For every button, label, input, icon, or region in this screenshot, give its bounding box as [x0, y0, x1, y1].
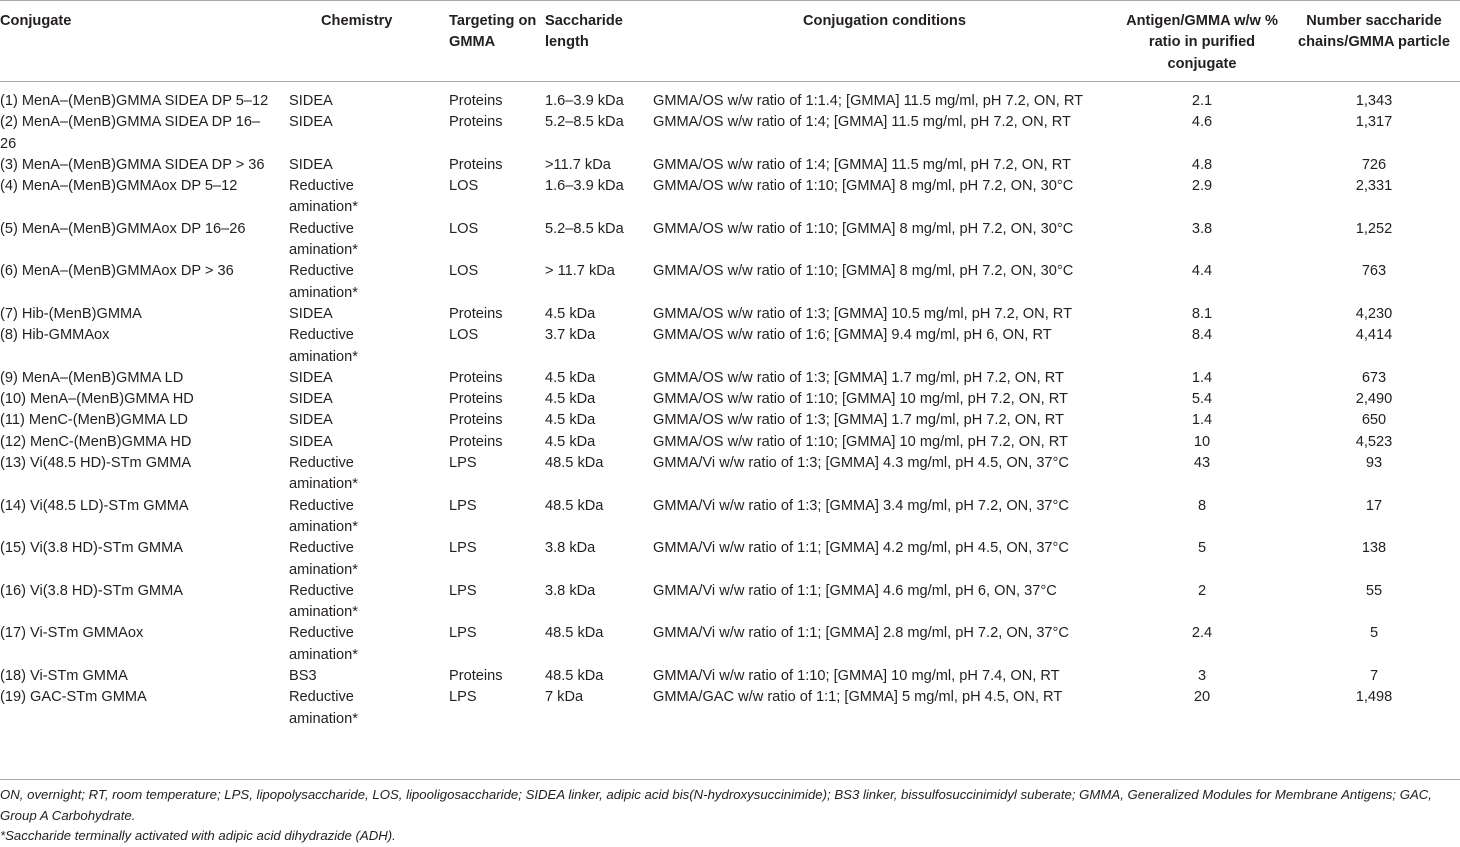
cell-saccharide-chains: 1,252 — [1355, 220, 1393, 237]
cell-saccharide-chains: 4,523 — [1355, 433, 1393, 450]
cell-chemistry: SIDEA — [289, 114, 333, 131]
table-row — [0, 176, 1460, 219]
header-conjugation-conditions: Conjugation conditions — [803, 13, 966, 29]
cell-antigen-ratio: 3.8 — [1191, 220, 1213, 237]
table-row — [0, 687, 1460, 730]
table-row — [0, 389, 1460, 410]
cell-targeting: Proteins — [449, 156, 503, 173]
cell-saccharide-length: 4.5 kDa — [545, 433, 596, 450]
cell-conditions: GMMA/OS w/w ratio of 1:3; [GMMA] 1.7 mg/ml, pH 7.2, ON, RT — [653, 412, 1064, 429]
cell-chemistry: Reductive amination* — [289, 582, 358, 621]
cell-conjugate: (16) Vi(3.8 HD)-STm GMMA — [0, 582, 183, 599]
table-row — [0, 432, 1460, 453]
table-row — [0, 496, 1460, 539]
cell-saccharide-chains: 2,331 — [1355, 178, 1393, 195]
cell-conjugate: (1) MenA–(MenB)GMMA SIDEA DP 5–12 — [0, 93, 269, 109]
cell-saccharide-length: 4.5 kDa — [545, 305, 596, 322]
cell-saccharide-length: >11.7 kDa — [545, 156, 611, 173]
cell-conjugate: (7) Hib-(MenB)GMMA — [0, 305, 142, 322]
table-row — [0, 623, 1460, 666]
cell-conjugate: (11) MenC-(MenB)GMMA LD — [0, 412, 188, 429]
cell-conjugate: (13) Vi(48.5 HD)-STm GMMA — [0, 455, 192, 472]
cell-chemistry: Reductive amination* — [289, 689, 358, 727]
cell-saccharide-chains: 1,498 — [1355, 689, 1393, 706]
cell-saccharide-chains: 4,414 — [1355, 327, 1393, 344]
cell-saccharide-length: 7 kDa — [545, 689, 584, 706]
cell-targeting: Proteins — [449, 433, 503, 450]
cell-conditions: GMMA/OS w/w ratio of 1:10; [GMMA] 8 mg/ml, pH 7.2, ON, 30°C — [653, 178, 1074, 195]
cell-targeting: Proteins — [449, 412, 503, 429]
cell-targeting: Proteins — [449, 305, 503, 322]
cell-targeting: LOS — [449, 263, 479, 280]
header-targeting: Targeting on GMMA — [449, 13, 537, 51]
cell-antigen-ratio: 2.1 — [1191, 93, 1213, 109]
cell-chemistry: Reductive amination* — [289, 263, 358, 301]
cell-targeting: LPS — [449, 689, 477, 706]
cell-conjugate: (5) MenA–(MenB)GMMAox DP 16–26 — [0, 220, 246, 237]
cell-saccharide-length: 5.2–8.5 kDa — [545, 114, 624, 131]
cell-targeting: Proteins — [449, 93, 503, 109]
cell-antigen-ratio: 1.4 — [1191, 369, 1213, 386]
cell-chemistry: SIDEA — [289, 305, 333, 322]
cell-chemistry: Reductive amination* — [289, 455, 358, 493]
cell-saccharide-chains: 5 — [1369, 625, 1379, 642]
cell-saccharide-length: 48.5 kDa — [545, 668, 604, 685]
cell-saccharide-length: 1.6–3.9 kDa — [545, 178, 624, 195]
cell-saccharide-chains: 93 — [1365, 455, 1383, 472]
cell-conjugate: (2) MenA–(MenB)GMMA SIDEA DP 16–26 — [0, 114, 261, 152]
cell-saccharide-length: 3.8 kDa — [545, 582, 596, 599]
cell-antigen-ratio: 8.1 — [1191, 305, 1213, 322]
cell-saccharide-chains: 55 — [1365, 582, 1383, 599]
cell-conditions: GMMA/OS w/w ratio of 1:10; [GMMA] 10 mg/ml, pH 7.2, ON, RT — [653, 391, 1068, 408]
cell-conditions: GMMA/OS w/w ratio of 1:10; [GMMA] 10 mg/ml, pH 7.2, ON, RT — [653, 433, 1068, 450]
cell-antigen-ratio: 3 — [1197, 668, 1207, 685]
cell-conjugate: (19) GAC-STm GMMA — [0, 689, 147, 706]
cell-antigen-ratio: 43 — [1193, 455, 1211, 472]
cell-antigen-ratio: 4.8 — [1191, 156, 1213, 173]
cell-saccharide-chains: 650 — [1361, 412, 1387, 429]
cell-targeting: LPS — [449, 540, 477, 557]
cell-conditions: GMMA/Vi w/w ratio of 1:10; [GMMA] 10 mg/ml, pH 7.4, ON, RT — [653, 668, 1060, 685]
header-antigen-ratio: Antigen/GMMA w/w % ratio in purified conjugate — [1126, 13, 1278, 72]
header-chemistry: Chemistry — [321, 13, 393, 29]
table-row — [0, 155, 1460, 176]
cell-antigen-ratio: 4.4 — [1191, 263, 1213, 280]
cell-chemistry: Reductive amination* — [289, 540, 358, 578]
table-row — [0, 304, 1460, 325]
cell-saccharide-chains: 673 — [1361, 369, 1387, 386]
cell-chemistry: Reductive amination* — [289, 178, 358, 216]
cell-antigen-ratio: 20 — [1193, 689, 1211, 706]
cell-saccharide-length: 48.5 kDa — [545, 497, 604, 514]
cell-saccharide-chains: 2,490 — [1355, 391, 1393, 408]
cell-conditions: GMMA/OS w/w ratio of 1:10; [GMMA] 8 mg/ml, pH 7.2, ON, 30°C — [653, 220, 1074, 237]
cell-conjugate: (6) MenA–(MenB)GMMAox DP > 36 — [0, 263, 234, 280]
cell-conditions: GMMA/Vi w/w ratio of 1:1; [GMMA] 4.6 mg/ml, pH 6, ON, 37°C — [653, 582, 1057, 599]
cell-conjugate: (15) Vi(3.8 HD)-STm GMMA — [0, 540, 183, 557]
cell-targeting: LOS — [449, 178, 479, 195]
cell-antigen-ratio: 2.4 — [1191, 625, 1213, 642]
cell-saccharide-chains: 726 — [1361, 156, 1387, 173]
cell-conditions: GMMA/OS w/w ratio of 1:4; [GMMA] 11.5 mg/ml, pH 7.2, ON, RT — [653, 114, 1071, 131]
cell-targeting: LOS — [449, 220, 479, 237]
table-row — [0, 325, 1460, 368]
cell-conjugate: (18) Vi-STm GMMA — [0, 668, 128, 685]
cell-saccharide-chains: 4,230 — [1355, 305, 1393, 322]
cell-targeting: LPS — [449, 455, 477, 472]
cell-chemistry: Reductive amination* — [289, 497, 358, 535]
cell-conditions: GMMA/Vi w/w ratio of 1:3; [GMMA] 4.3 mg/ml, pH 4.5, ON, 37°C — [653, 455, 1069, 472]
cell-saccharide-length: 4.5 kDa — [545, 391, 596, 408]
cell-conditions: GMMA/Vi w/w ratio of 1:3; [GMMA] 3.4 mg/ml, pH 7.2, ON, 37°C — [653, 497, 1069, 514]
cell-chemistry: SIDEA — [289, 391, 333, 408]
cell-conjugate: (8) Hib-GMMAox — [0, 327, 110, 344]
cell-targeting: LPS — [449, 625, 477, 642]
cell-saccharide-chains: 138 — [1361, 540, 1387, 557]
cell-saccharide-length: 5.2–8.5 kDa — [545, 220, 624, 237]
bottom-rule — [0, 779, 1460, 780]
cell-saccharide-chains: 1,343 — [1355, 93, 1393, 109]
table-row — [0, 219, 1460, 262]
cell-saccharide-chains: 763 — [1361, 263, 1387, 280]
cell-chemistry: SIDEA — [289, 412, 333, 429]
cell-conjugate: (4) MenA–(MenB)GMMAox DP 5–12 — [0, 178, 238, 195]
table-row — [0, 666, 1460, 687]
cell-conditions: GMMA/OS w/w ratio of 1:6; [GMMA] 9.4 mg/ml, pH 6, ON, RT — [653, 327, 1052, 344]
cell-conditions: GMMA/OS w/w ratio of 1:1.4; [GMMA] 11.5 mg/ml, pH 7.2, ON, RT — [653, 93, 1084, 109]
cell-antigen-ratio: 10 — [1193, 433, 1211, 450]
cell-saccharide-length: > 11.7 kDa — [545, 263, 615, 280]
header-row — [0, 0, 1460, 81]
cell-conditions: GMMA/Vi w/w ratio of 1:1; [GMMA] 4.2 mg/ml, pH 4.5, ON, 37°C — [653, 540, 1069, 557]
table-row — [0, 81, 1460, 112]
cell-saccharide-chains: 17 — [1365, 497, 1383, 514]
cell-conditions: GMMA/Vi w/w ratio of 1:1; [GMMA] 2.8 mg/ml, pH 7.2, ON, 37°C — [653, 625, 1069, 642]
cell-chemistry: SIDEA — [289, 93, 333, 109]
cell-conjugate: (9) MenA–(MenB)GMMA LD — [0, 369, 184, 386]
footnote-asterisk: *Saccharide terminally activated with adipic acid dihydrazide (ADH). — [0, 828, 396, 843]
table-row — [0, 261, 1460, 304]
cell-targeting: Proteins — [449, 391, 503, 408]
cell-chemistry: SIDEA — [289, 156, 333, 173]
cell-saccharide-length: 4.5 kDa — [545, 369, 596, 386]
table-row — [0, 453, 1460, 496]
cell-targeting: Proteins — [449, 369, 503, 386]
cell-chemistry: BS3 — [289, 668, 317, 685]
cell-chemistry: Reductive amination* — [289, 625, 358, 663]
table-row — [0, 410, 1460, 431]
header-saccharide-chains: Number saccharide chains/GMMA particle — [1298, 13, 1450, 51]
header-conjugate: Conjugate — [0, 13, 72, 29]
table-row — [0, 538, 1460, 581]
cell-saccharide-length: 48.5 kDa — [545, 455, 604, 472]
table-footnotes — [0, 785, 1460, 847]
table-row — [0, 581, 1460, 624]
cell-targeting: LOS — [449, 327, 479, 344]
cell-antigen-ratio: 8.4 — [1191, 327, 1213, 344]
cell-saccharide-length: 3.7 kDa — [545, 327, 596, 344]
cell-antigen-ratio: 4.6 — [1191, 114, 1213, 131]
footnote-abbreviations: ON, overnight; RT, room temperature; LPS, lipopolysaccharide, LOS, lipooligosaccharide; SIDEA linker, adipic acid bis(N-hydroxysuccinimide); BS3 linker, bissulfosuccinimidyl suberate; GMMA, Generalized Modules for Membrane Antigens; GAC, Group A Carbohydrate. — [0, 787, 1432, 823]
cell-antigen-ratio: 2 — [1197, 582, 1207, 599]
cell-conditions: GMMA/GAC w/w ratio of 1:1; [GMMA] 5 mg/ml, pH 4.5, ON, RT — [653, 689, 1063, 706]
cell-saccharide-length: 4.5 kDa — [545, 412, 596, 429]
cell-conjugate: (14) Vi(48.5 LD)-STm GMMA — [0, 497, 189, 514]
cell-conditions: GMMA/OS w/w ratio of 1:3; [GMMA] 1.7 mg/ml, pH 7.2, ON, RT — [653, 369, 1064, 386]
header-saccharide-length: Saccharide length — [545, 13, 623, 51]
table-row — [0, 368, 1460, 389]
cell-targeting: LPS — [449, 582, 477, 599]
cell-saccharide-length: 1.6–3.9 kDa — [545, 93, 624, 109]
cell-conjugate: (10) MenA–(MenB)GMMA HD — [0, 391, 194, 408]
cell-chemistry: SIDEA — [289, 369, 333, 386]
cell-conjugate: (3) MenA–(MenB)GMMA SIDEA DP > 36 — [0, 156, 265, 173]
cell-conjugate: (12) MenC-(MenB)GMMA HD — [0, 433, 192, 450]
cell-chemistry: Reductive amination* — [289, 327, 358, 365]
cell-antigen-ratio: 5 — [1197, 540, 1207, 557]
cell-conditions: GMMA/OS w/w ratio of 1:3; [GMMA] 10.5 mg/ml, pH 7.2, ON, RT — [653, 305, 1073, 322]
table-row — [0, 112, 1460, 155]
cell-chemistry: Reductive amination* — [289, 220, 358, 259]
cell-conditions: GMMA/OS w/w ratio of 1:10; [GMMA] 8 mg/ml, pH 7.2, ON, 30°C — [653, 263, 1074, 280]
cell-antigen-ratio: 5.4 — [1191, 391, 1213, 408]
cell-conjugate: (17) Vi-STm GMMAox — [0, 625, 144, 642]
cell-saccharide-chains: 7 — [1369, 668, 1379, 685]
cell-targeting: Proteins — [449, 114, 503, 131]
cell-saccharide-length: 3.8 kDa — [545, 540, 596, 557]
cell-chemistry: SIDEA — [289, 433, 333, 450]
cell-saccharide-chains: 1,317 — [1355, 114, 1393, 131]
cell-targeting: LPS — [449, 497, 477, 514]
cell-targeting: Proteins — [449, 668, 503, 685]
cell-saccharide-length: 48.5 kDa — [545, 625, 604, 642]
cell-conditions: GMMA/OS w/w ratio of 1:4; [GMMA] 11.5 mg/ml, pH 7.2, ON, RT — [653, 156, 1071, 173]
cell-antigen-ratio: 2.9 — [1191, 178, 1213, 195]
cell-antigen-ratio: 8 — [1197, 497, 1207, 514]
cell-antigen-ratio: 1.4 — [1191, 412, 1213, 429]
